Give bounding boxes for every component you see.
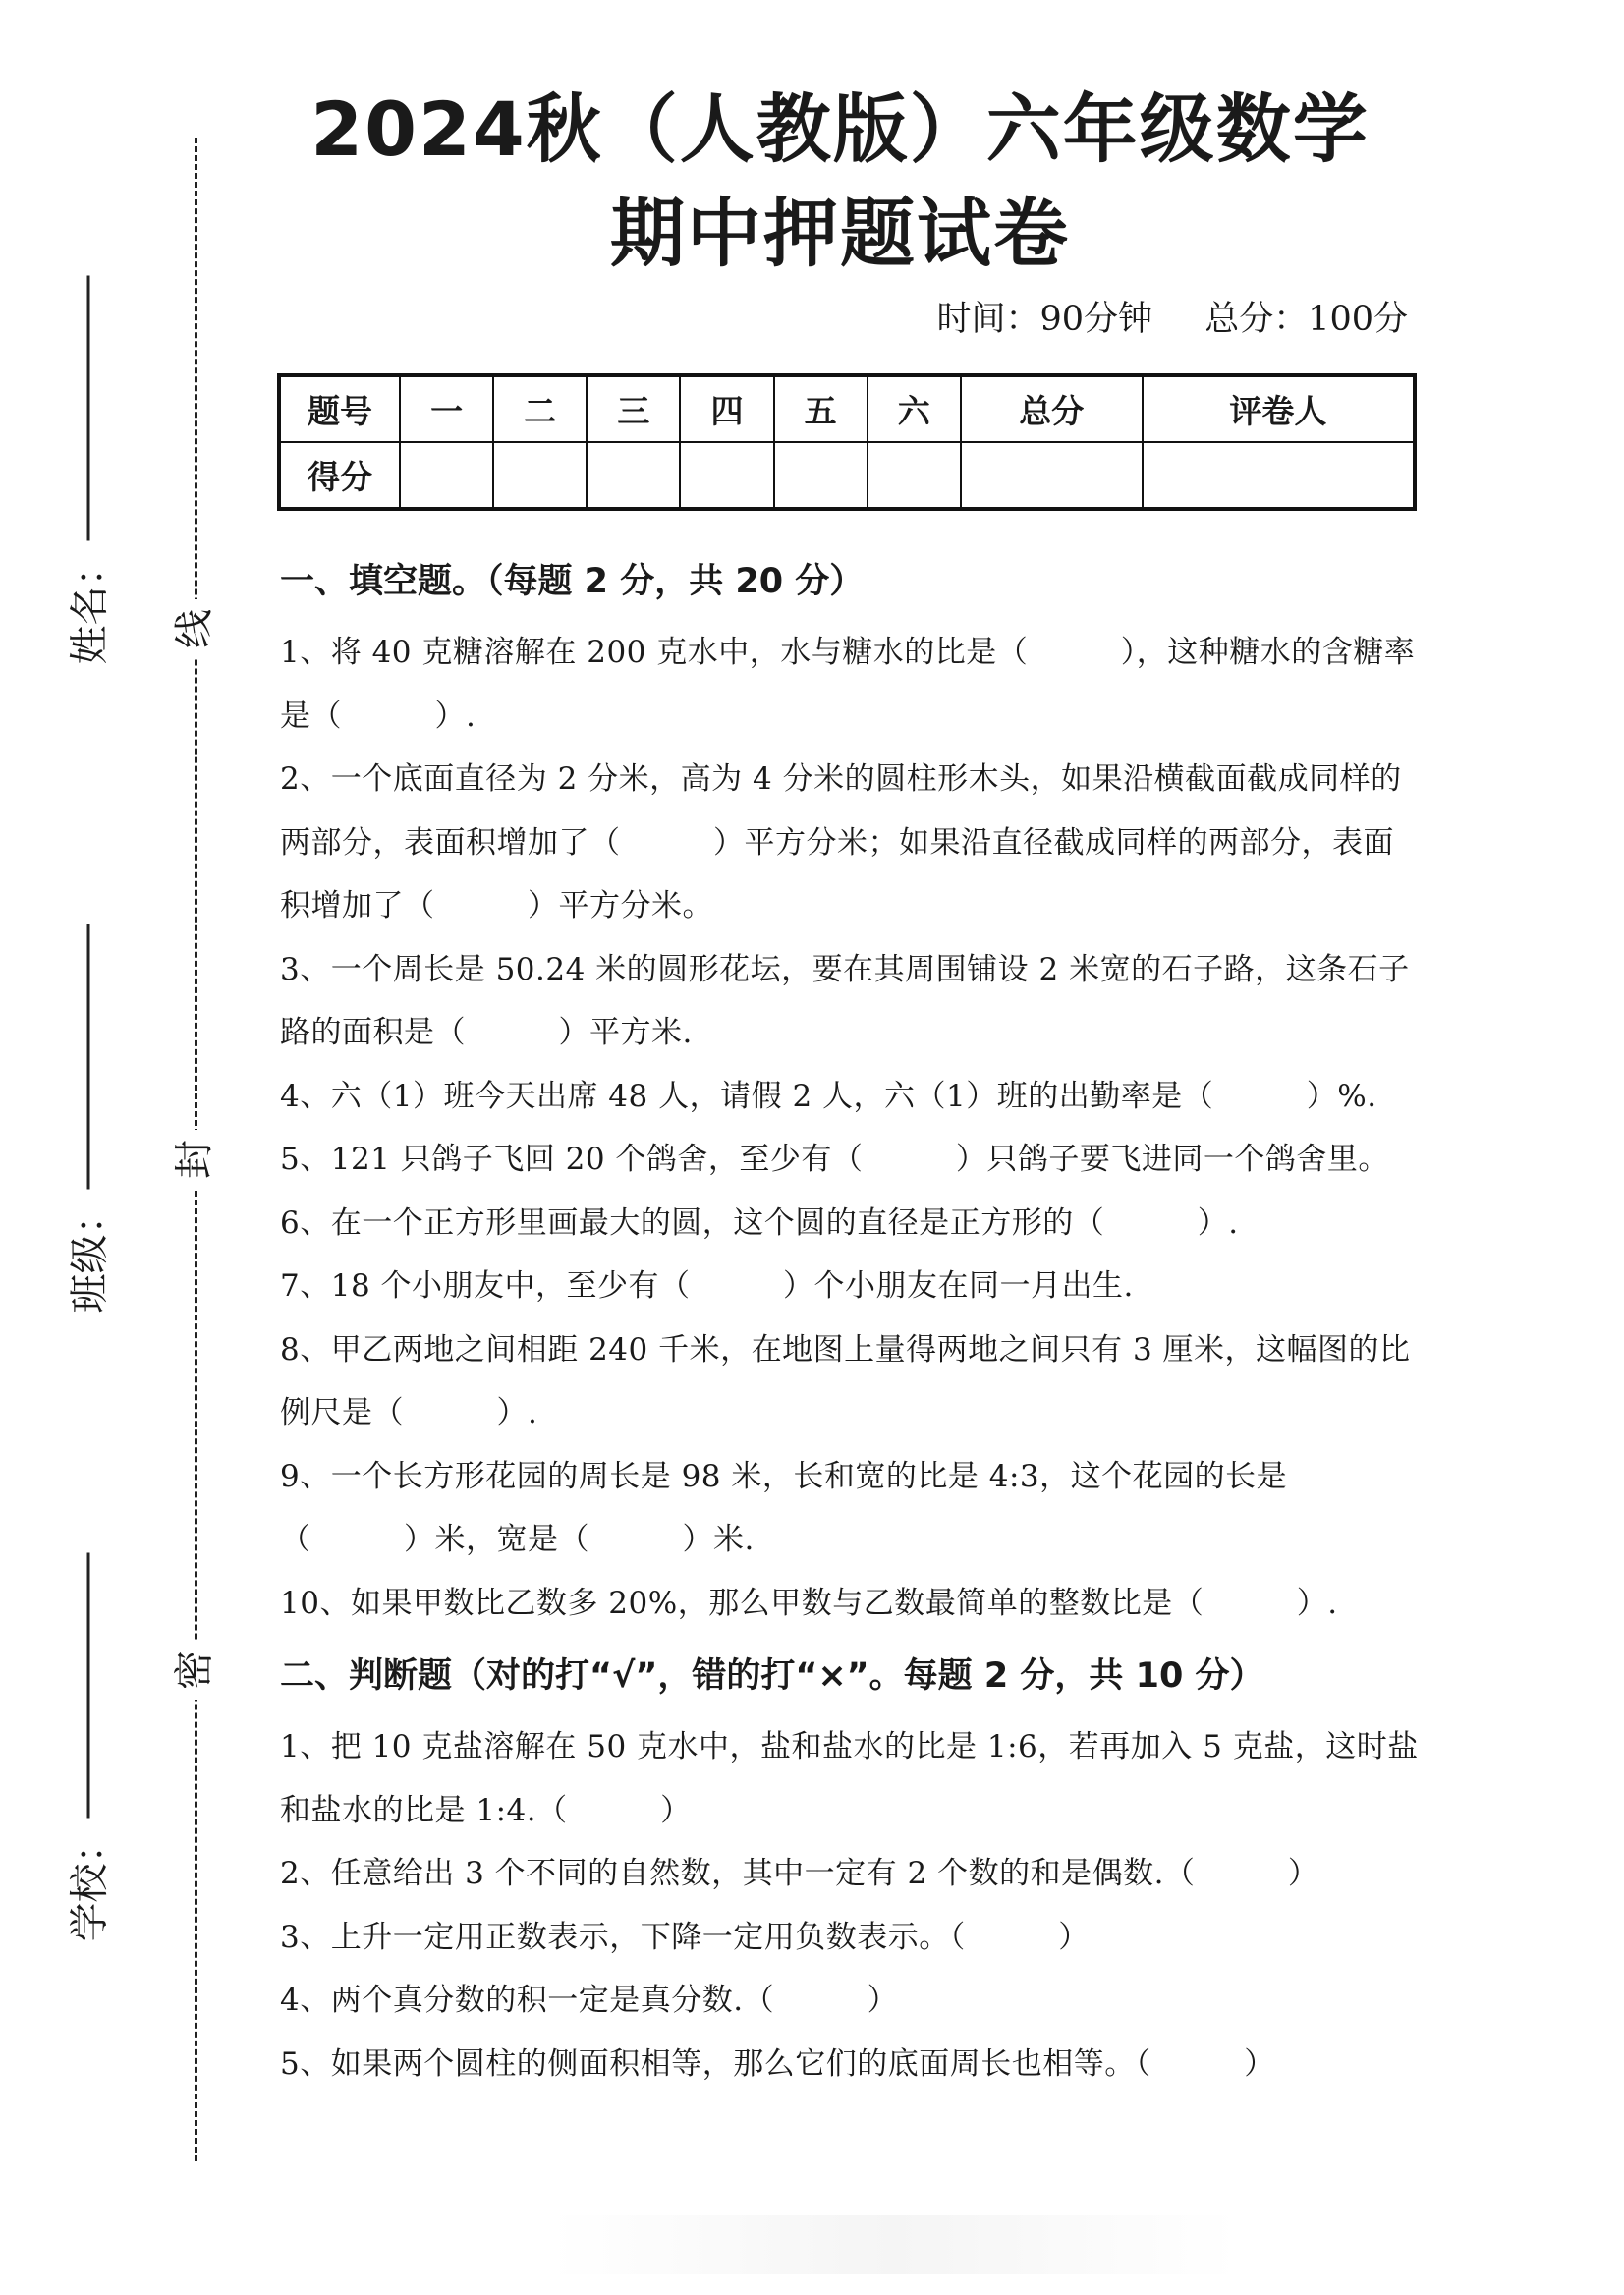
score-cell-1[interactable] — [400, 442, 493, 509]
score-cell-5[interactable] — [774, 442, 868, 509]
fill-question-7: 7、18 个小朋友中，至少有（ ）个小朋友在同一月出生. — [280, 1268, 1134, 1304]
header-cell-3: 三 — [587, 375, 680, 442]
section2-heading: 二、判断题（对的打“√”，错的打“×”。每题 2 分，共 10 分） — [280, 1656, 1264, 1696]
score-cell-6[interactable] — [868, 442, 961, 509]
seal-word-secret: 密 — [165, 1641, 224, 1700]
header-cell-5: 五 — [774, 375, 868, 442]
score-row-label: 得分 — [279, 442, 400, 509]
header-cell-grader: 评卷人 — [1143, 375, 1415, 442]
fill-question-9: 9、一个长方形花园的周长是 98 米，长和宽的比是 4:3，这个花园的长是（ ）米，宽是（ ）米. — [280, 1458, 1288, 1557]
fill-question-4: 4、六（1）班今天出席 48 人，请假 2 人，六（1）班的出勤率是（ ）%. — [280, 1078, 1377, 1114]
exam-time: 时间：90分钟 — [936, 300, 1153, 339]
header-cell-6: 六 — [868, 375, 961, 442]
name-blank[interactable] — [84, 276, 90, 541]
school-label: 学校： — [67, 1823, 113, 1942]
seal-word-line: 线 — [165, 599, 224, 658]
score-cell-total[interactable] — [961, 442, 1143, 509]
fill-question-6: 6、在一个正方形里画最大的圆，这个圆的直径是正方形的（ ）. — [280, 1204, 1239, 1241]
scan-smudge — [550, 2215, 1238, 2274]
fill-question-3: 3、一个周长是 50.24 米的圆形花坛，要在其周围铺设 2 米宽的石子路，这条石子路的面积是（ ）平方米. — [280, 951, 1410, 1050]
class-field[interactable] — [59, 924, 115, 1314]
name-field[interactable] — [59, 276, 115, 665]
page-title-line1: 2024秋（人教版）六年级数学 — [310, 85, 1370, 173]
score-cell-grader[interactable] — [1143, 442, 1415, 509]
exam-meta — [937, 295, 1409, 344]
fill-question-1: 1、将 40 克糖溶解在 200 克水中，水与糖水的比是（ ），这种糖水的含糖率是（ ）. — [280, 635, 1416, 734]
score-cell-3[interactable] — [587, 442, 680, 509]
score-cell-4[interactable] — [680, 442, 773, 509]
school-blank[interactable] — [84, 1553, 90, 1819]
seal-word-seal: 封 — [165, 1130, 224, 1189]
header-cell-total: 总分 — [961, 375, 1143, 442]
section1-heading: 一、填空题。（每题 2 分，共 20 分） — [280, 562, 865, 601]
fill-question-8: 8、甲乙两地之间相距 240 千米，在地图上量得两地之间只有 3 厘米，这幅图的比例尺是（ ）. — [280, 1331, 1411, 1430]
fill-question-2: 2、一个底面直径为 2 分米，高为 4 分米的圆柱形木头，如果沿横截面截成同样的两部分，表面积增加了（ ）平方分米；如果沿直径截成同样的两部分，表面积增加了（ ）平方分米。 — [280, 761, 1402, 924]
page-title-line2: 期中押题试卷 — [610, 190, 1070, 277]
judge-question-3: 3、上升一定用正数表示，下降一定用负数表示。（ ） — [280, 1919, 1090, 1955]
exam-total-score: 总分：100分 — [1204, 300, 1408, 339]
name-label: 姓名： — [67, 546, 113, 665]
header-cell-1: 一 — [400, 375, 493, 442]
exam-content — [280, 550, 1420, 2096]
judge-question-4: 4、两个真分数的积一定是真分数.（ ） — [280, 1983, 899, 2018]
judge-question-5: 5、如果两个圆柱的侧面积相等，那么它们的底面周长也相等。（ ） — [280, 2045, 1275, 2082]
header-cell-2: 二 — [493, 375, 587, 442]
fill-question-5: 5、121 只鸽子飞回 20 个鸽舍，至少有（ ）只鸽子要飞进同一个鸽舍里。 — [280, 1142, 1389, 1177]
school-field[interactable] — [59, 1553, 115, 1942]
score-table — [277, 373, 1417, 511]
judge-question-2: 2、任意给出 3 个不同的自然数，其中一定有 2 个数的和是偶数.（ ） — [280, 1856, 1319, 1891]
judge-question-1: 1、把 10 克盐溶解在 50 克水中，盐和盐水的比是 1:6，若再加入 5 克盐，这时盐和盐水的比是 1:4.（ ） — [280, 1729, 1419, 1828]
fill-question-10: 10、如果甲数比乙数多 20%，那么甲数与乙数最简单的整数比是（ ）. — [280, 1585, 1338, 1621]
class-blank[interactable] — [84, 924, 90, 1190]
score-table-header-row — [279, 375, 1415, 442]
score-table-score-row — [279, 442, 1415, 509]
class-label: 班级： — [67, 1195, 113, 1314]
header-cell-4: 四 — [680, 375, 773, 442]
header-cell-question-no: 题号 — [279, 375, 400, 442]
score-cell-2[interactable] — [493, 442, 587, 509]
